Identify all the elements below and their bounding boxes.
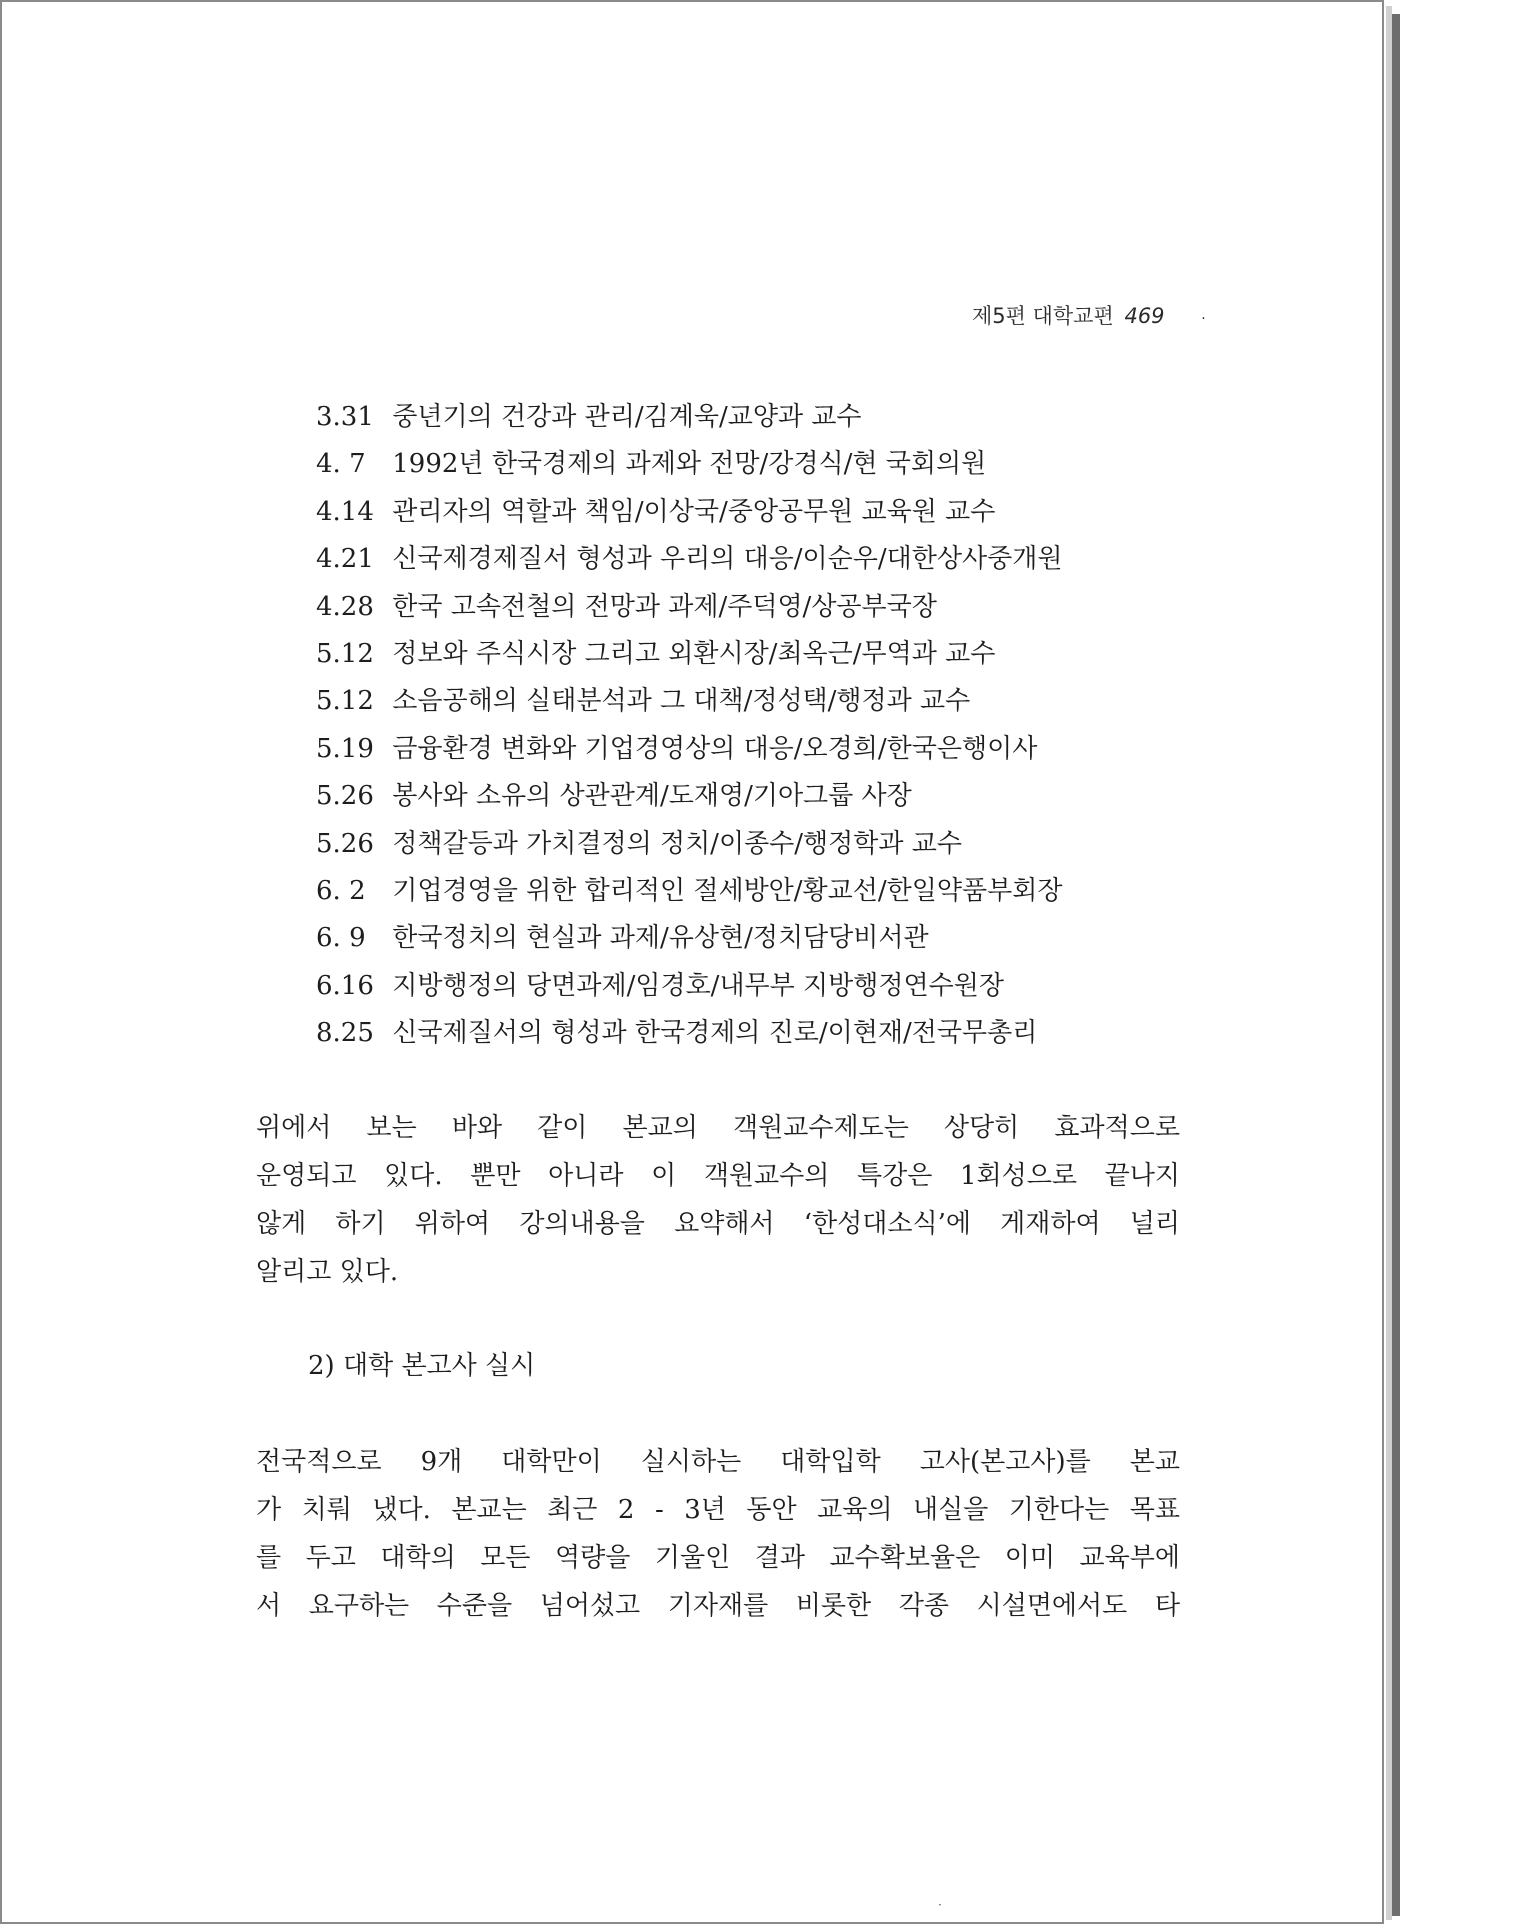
list-item [316, 584, 1062, 631]
lecture-date: 4.28 [316, 591, 374, 622]
lecture-date: 4. 7 [316, 449, 366, 480]
lecture-date: 4.14 [316, 496, 374, 527]
paragraph-line: 알리고 있다. [256, 1257, 399, 1287]
footer-mark: · [938, 1898, 942, 1912]
page-stack-edge-dark [1392, 14, 1400, 1916]
running-title: 제5편 대학교편 [972, 304, 1114, 328]
lecture-text: 중년기의 건강과 관리/김계욱/교양과 교수 [392, 402, 862, 432]
paragraph-guest-professor [256, 1104, 1180, 1296]
list-item [316, 631, 1062, 678]
lecture-date: 5.26 [316, 781, 374, 812]
list-item [316, 915, 1062, 962]
lecture-text: 정책갈등과 가치결정의 정치/이종수/행정학과 교수 [392, 828, 963, 859]
lecture-date: 6. 9 [316, 923, 366, 954]
lecture-text: 한국 고속전철의 전망과 과제/주덕영/상공부국장 [392, 591, 937, 622]
list-item [316, 394, 1062, 441]
paragraph-line: 전국적으로 9개 대학만이 실시하는 대학입학 고사(본고사)를 본교 [256, 1447, 1180, 1477]
list-item [316, 489, 1062, 536]
paragraph-line: 가 치뤄 냈다. 본교는 최근 2 - 3년 동안 교육의 내실을 기한다는 목표 [256, 1495, 1180, 1525]
lecture-text: 신국제경제질서 형성과 우리의 대응/이순우/대한상사중개원 [392, 544, 1063, 575]
paragraph-line: 를 두고 대학의 모든 역량을 기울인 결과 교수확보율은 이미 교육부에 [256, 1543, 1180, 1573]
lecture-text: 관리자의 역할과 책임/이상국/중앙공무원 교육원 교수 [392, 496, 996, 527]
lecture-text: 1992년 한국경제의 과제와 전망/강경식/현 국회의원 [392, 449, 987, 480]
list-item [316, 441, 1062, 488]
list-item [316, 1010, 1062, 1057]
lecture-text: 지방행정의 당면과제/임경호/내무부 지방행정연수원장 [392, 970, 1004, 1001]
lecture-date: 5.26 [316, 828, 374, 859]
lecture-date: 6. 2 [316, 875, 366, 906]
page-number: 469 [1124, 304, 1165, 328]
lecture-date: 8.25 [316, 1018, 374, 1049]
lecture-text: 봉사와 소유의 상관관계/도재영/기아그룹 사장 [392, 781, 912, 812]
section-title: 2) 대학 본고사 실시 [308, 1351, 536, 1381]
running-header [972, 300, 1206, 330]
lecture-text: 소음공해의 실태분석과 그 대책/정성택/행정과 교수 [392, 686, 971, 717]
list-item [316, 536, 1062, 583]
paragraph-entrance-exam [256, 1438, 1180, 1630]
lecture-date: 4.21 [316, 544, 374, 575]
list-item [316, 963, 1062, 1010]
lecture-text: 한국정치의 현실과 과제/유상현/정치담당비서관 [392, 923, 929, 954]
list-item [316, 868, 1062, 915]
list-item [316, 678, 1062, 725]
lecture-text: 정보와 주식시장 그리고 외환시장/최옥근/무역과 교수 [392, 638, 996, 669]
lecture-text: 금융환경 변화와 기업경영상의 대응/오경희/한국은행이사 [392, 733, 1038, 764]
lecture-date: 5.19 [316, 733, 374, 764]
lecture-date: 5.12 [316, 638, 374, 669]
lecture-text: 기업경영을 위한 합리적인 절세방안/황교선/한일약품부회장 [392, 875, 1063, 906]
paragraph-line: 서 요구하는 수준을 넘어섰고 기자재를 비롯한 각종 시설면에서도 타 [256, 1591, 1180, 1621]
lecture-date: 6.16 [316, 970, 374, 1001]
paragraph-line: 위에서 보는 바와 같이 본교의 객원교수제도는 상당히 효과적으로 [256, 1113, 1180, 1143]
header-mark: · [1201, 311, 1206, 327]
lecture-list [316, 394, 1062, 1057]
list-item [316, 726, 1062, 773]
lecture-date: 3.31 [316, 402, 374, 432]
paragraph-line: 운영되고 있다. 뿐만 아니라 이 객원교수의 특강은 1회성으로 끝나지 [256, 1161, 1180, 1191]
list-item [316, 821, 1062, 868]
list-item [316, 773, 1062, 820]
paragraph-line: 않게 하기 위하여 강의내용을 요약해서 ‘한성대소식’에 게재하여 널리 [256, 1209, 1180, 1239]
lecture-text: 신국제질서의 형성과 한국경제의 진로/이현재/전국무총리 [392, 1018, 1038, 1049]
lecture-date: 5.12 [316, 686, 374, 717]
